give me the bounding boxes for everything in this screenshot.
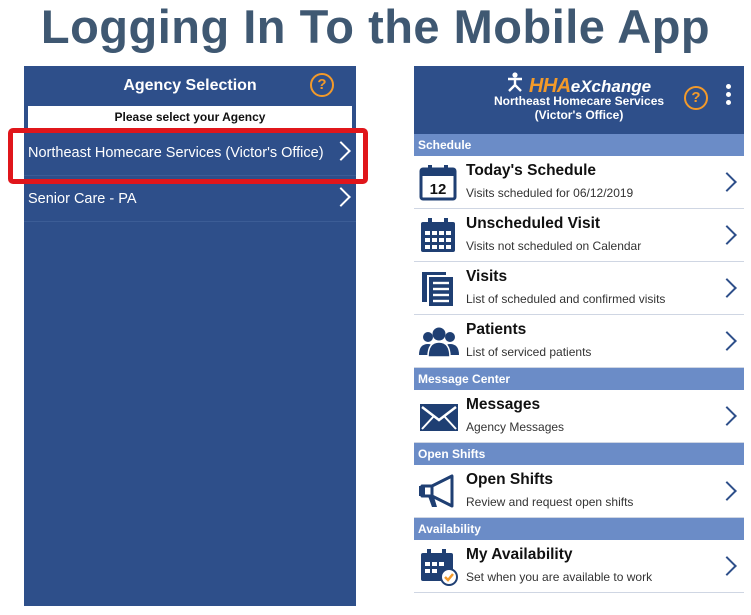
highlight-callout-box xyxy=(8,128,368,184)
section-open-shifts: Open Shifts xyxy=(414,443,744,465)
menu-item-title: Open Shifts xyxy=(466,471,553,488)
help-icon[interactable]: ? xyxy=(684,86,708,110)
section-availability: Availability xyxy=(414,518,744,540)
help-icon[interactable]: ? xyxy=(310,73,334,97)
agency-item-label: Northeast Homecare Services (Victor's Office) xyxy=(28,145,324,161)
hhaexchange-logo: HHAeXchange xyxy=(414,66,744,94)
chevron-right-icon xyxy=(717,172,737,192)
more-options-icon[interactable] xyxy=(726,84,732,110)
document-list-icon xyxy=(418,270,460,308)
people-group-icon xyxy=(418,323,460,361)
menu-item-subtitle: Review and request open shifts xyxy=(466,495,634,509)
chevron-right-icon xyxy=(717,556,737,576)
chevron-right-icon xyxy=(331,187,351,207)
menu-item-subtitle: List of serviced patients xyxy=(466,345,592,359)
app-header xyxy=(414,66,744,134)
megaphone-icon xyxy=(418,473,460,511)
header-title: Agency Selection xyxy=(123,77,257,94)
menu-item-title: Visits xyxy=(466,268,508,285)
menu-item-messages[interactable] xyxy=(414,390,744,443)
org-name-line2: (Victor's Office) xyxy=(534,108,624,122)
menu-item-title: Today's Schedule xyxy=(466,162,597,179)
menu-item-subtitle: List of scheduled and confirmed visits xyxy=(466,292,666,306)
menu-item-title: Messages xyxy=(466,396,541,413)
menu-item-subtitle: Visits scheduled for 06/12/2019 xyxy=(466,186,634,200)
main-menu-screen xyxy=(414,66,744,610)
chevron-right-icon xyxy=(717,406,737,426)
calendar-day-icon xyxy=(418,164,460,202)
calendar-check-icon xyxy=(418,548,460,586)
agency-selection-header xyxy=(24,66,356,106)
chevron-right-icon xyxy=(717,225,737,245)
menu-item-patients[interactable] xyxy=(414,315,744,368)
menu-item-my-availability[interactable] xyxy=(414,540,744,593)
menu-item-subtitle: Visits not scheduled on Calendar xyxy=(466,239,642,253)
menu-item-subtitle: Set when you are available to work xyxy=(466,570,653,584)
select-agency-prompt: Please select your Agency xyxy=(28,106,352,128)
menu-item-todays-schedule[interactable] xyxy=(414,156,744,209)
svg-text:12: 12 xyxy=(429,181,447,198)
envelope-icon xyxy=(418,398,460,436)
slide-title: Logging In To the Mobile App xyxy=(40,0,711,53)
section-message-center: Message Center xyxy=(414,368,744,390)
chevron-right-icon xyxy=(717,278,737,298)
agency-item-label: Senior Care - PA xyxy=(28,191,137,207)
calendar-grid-icon xyxy=(418,217,460,255)
menu-item-visits[interactable] xyxy=(414,262,744,315)
chevron-right-icon xyxy=(717,331,737,351)
menu-item-title: Patients xyxy=(466,321,527,338)
org-name-line1: Northeast Homecare Services xyxy=(493,94,665,108)
menu-item-title: Unscheduled Visit xyxy=(466,215,601,232)
chevron-right-icon xyxy=(717,481,737,501)
menu-item-title: My Availability xyxy=(466,546,573,563)
menu-item-unscheduled-visit[interactable] xyxy=(414,209,744,262)
menu-item-subtitle: Agency Messages xyxy=(466,420,565,434)
menu-item-open-shifts[interactable] xyxy=(414,465,744,518)
section-schedule: Schedule xyxy=(414,134,744,156)
